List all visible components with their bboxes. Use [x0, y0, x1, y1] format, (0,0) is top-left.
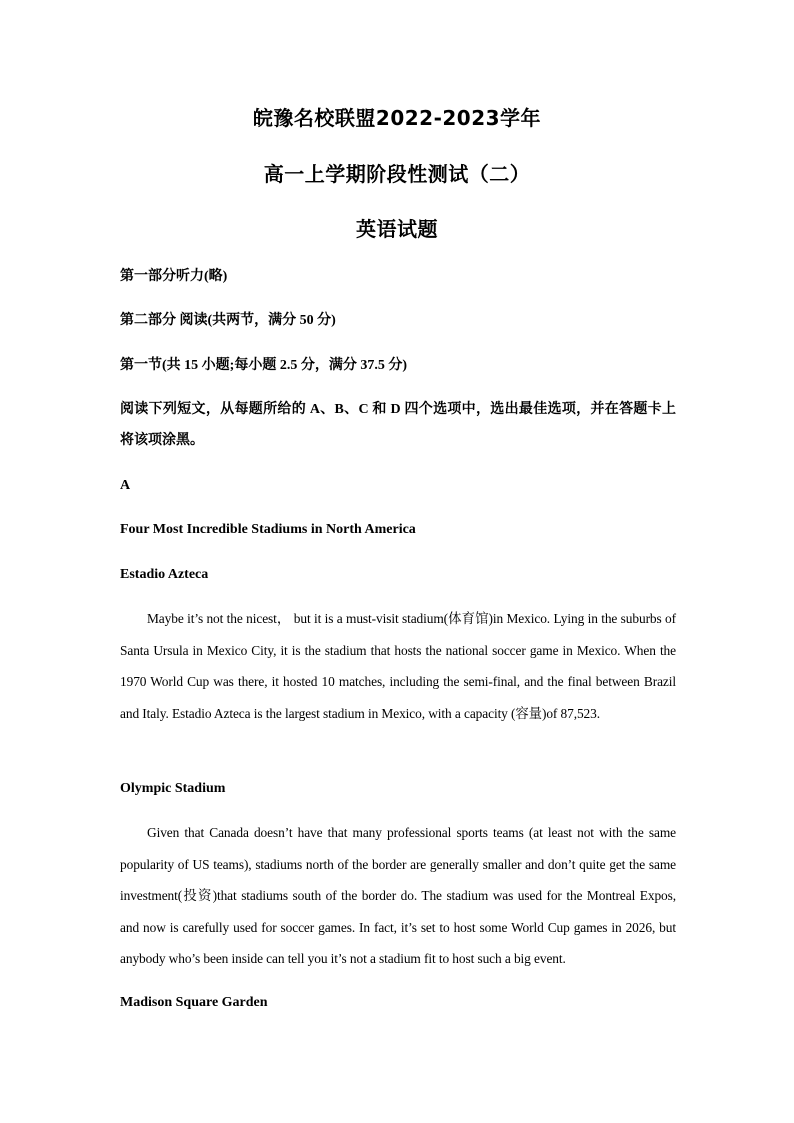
paragraph-azteca: Maybe it’s not the nicest， but it is a must-visit stadium(体育馆)in Mexico. Lying in the suburbs of Santa Ursula in Mexico City, it is the stadium that hosts the national soccer game in Mexico. When the 1970 World Cup was there, it hosted 10 matches, including the semi-final, and the final between Brazil and Italy. Estadio Azteca is the largest stadium in Mexico, with a capacity (容量)of 87,523.	[120, 611, 676, 721]
exam-subtitle: 高一上学期阶段性测试（二）	[263, 162, 531, 186]
passage-label: A	[120, 478, 131, 493]
part1-heading: 第一部分听力(略)	[120, 269, 228, 284]
stadium-heading-madison: Madison Square Garden	[120, 995, 268, 1010]
section1-heading: 第一节(共 15 小题;每小题 2.5 分，满分 37.5 分)	[120, 358, 407, 373]
instructions-text: 阅读下列短文，从每题所给的 A、B、C 和 D 四个选项中，选出最佳选项，并在答题卡上将该项涂黑。	[120, 402, 676, 448]
paragraph-olympic: Given that Canada doesn’t have that many professional sports teams (at least not with the same popularity of US teams), stadiums north of the border are generally smaller and don’t quite get the same investment(投资)that stadiums south of the border do. The stadium was used for the Montreal Expos, and now is carefully used for soccer games. In fact, it’s set to host some World Cup games in 2026, but anybody who’s been inside can tell you it’s not a stadium fit to host such a big event.	[120, 825, 676, 966]
stadium-heading-olympic: Olympic Stadium	[120, 781, 226, 796]
stadium-heading-azteca: Estadio Azteca	[120, 567, 209, 582]
part2-heading: 第二部分 阅读(共两节，满分 50 分)	[120, 313, 336, 328]
exam-title: 皖豫名校联盟2022-2023学年	[252, 106, 542, 130]
passage-title: Four Most Incredible Stadiums in North America	[120, 522, 416, 537]
exam-subject: 英语试题	[356, 217, 438, 241]
